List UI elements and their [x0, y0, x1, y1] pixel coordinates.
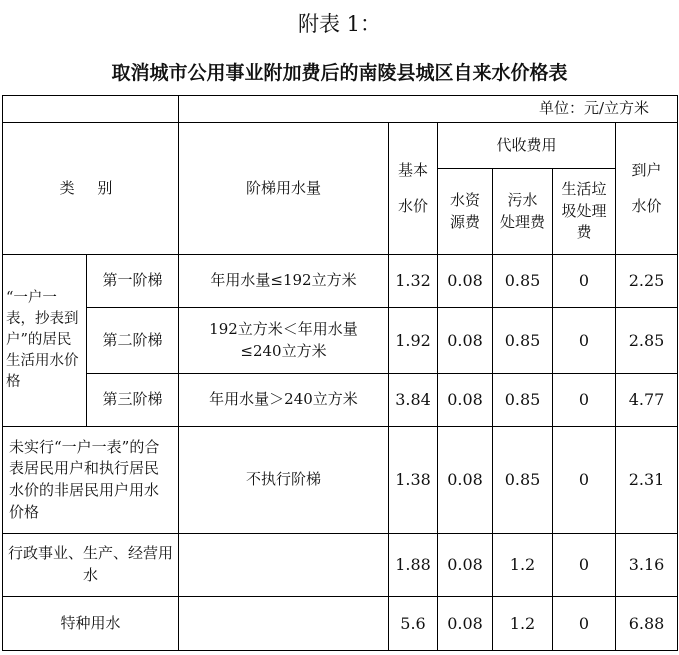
tier-volume: 不执行阶梯: [179, 427, 389, 534]
sewage-fee: 0.85: [493, 255, 553, 308]
header-water-resource: 水资 源费: [438, 169, 493, 255]
caption-appendix: 附表 1：: [297, 12, 382, 36]
base-price: 3.84: [389, 374, 438, 427]
table-row: [3, 255, 678, 308]
tier-volume: 192立方米＜年用水量 ≤240立方米: [179, 308, 389, 374]
base-price: 1.38: [389, 427, 438, 534]
table-row: [3, 534, 678, 597]
tier-label: 第一阶梯: [87, 255, 179, 308]
residential-group-label: “一户一表，抄表到户”的居民生活用水价格: [3, 255, 87, 427]
garbage-fee: 0: [553, 308, 616, 374]
water-resource-fee: 0.08: [438, 308, 493, 374]
base-price: 1.32: [389, 255, 438, 308]
total-price: 2.85: [616, 308, 678, 374]
garbage-fee: 0: [553, 597, 616, 651]
category-label: 特种用水: [3, 597, 179, 651]
table-row: [3, 374, 678, 427]
tier-volume: 年用水量≤192立方米: [179, 255, 389, 308]
header-row-1: [3, 123, 678, 169]
tier-volume: [179, 597, 389, 651]
sewage-fee: 0.85: [493, 427, 553, 534]
total-price: 2.25: [616, 255, 678, 308]
total-price: 3.16: [616, 534, 678, 597]
water-resource-fee: 0.08: [438, 534, 493, 597]
sewage-fee: 1.2: [493, 597, 553, 651]
tier-volume: 年用水量＞240立方米: [179, 374, 389, 427]
sewage-fee: 0.85: [493, 308, 553, 374]
total-price: 4.77: [616, 374, 678, 427]
header-total-price: 到户 水价: [616, 123, 678, 255]
tier-volume: [179, 534, 389, 597]
sewage-fee: 1.2: [493, 534, 553, 597]
garbage-fee: 0: [553, 427, 616, 534]
header-sewage: 污水 处理费: [493, 169, 553, 255]
base-price: 1.88: [389, 534, 438, 597]
base-price: 1.92: [389, 308, 438, 374]
garbage-fee: 0: [553, 255, 616, 308]
header-tier-volume: 阶梯用水量: [179, 123, 389, 255]
tier-label: 第二阶梯: [87, 308, 179, 374]
category-label: 行政事业、生产、经营用水: [3, 534, 179, 597]
tier-label: 第三阶梯: [87, 374, 179, 427]
category-label: 未实行“一户一表”的合表居民用户和执行居民水价的非居民用户用水价格: [3, 427, 179, 534]
total-price: 2.31: [616, 427, 678, 534]
garbage-fee: 0: [553, 534, 616, 597]
water-resource-fee: 0.08: [438, 427, 493, 534]
table-row: [3, 427, 678, 534]
header-collection-fees: 代收费用: [438, 123, 616, 169]
total-price: 6.88: [616, 597, 678, 651]
table-row: [3, 597, 678, 651]
water-price-table: [2, 95, 678, 651]
water-resource-fee: 0.08: [438, 255, 493, 308]
table-row: [3, 308, 678, 374]
blank-cell: [3, 96, 179, 123]
header-base-price: 基本 水价: [389, 123, 438, 255]
header-garbage: 生活垃 圾处理 费: [553, 169, 616, 255]
garbage-fee: 0: [553, 374, 616, 427]
unit-label: 单位：元/立方米: [179, 96, 678, 123]
table-title: 取消城市公用事业附加费后的南陵县城区自来水价格表: [111, 62, 568, 84]
base-price: 5.6: [389, 597, 438, 651]
header-category: 类 别: [3, 123, 179, 255]
water-resource-fee: 0.08: [438, 374, 493, 427]
water-resource-fee: 0.08: [438, 597, 493, 651]
unit-row: [3, 96, 678, 123]
sewage-fee: 0.85: [493, 374, 553, 427]
